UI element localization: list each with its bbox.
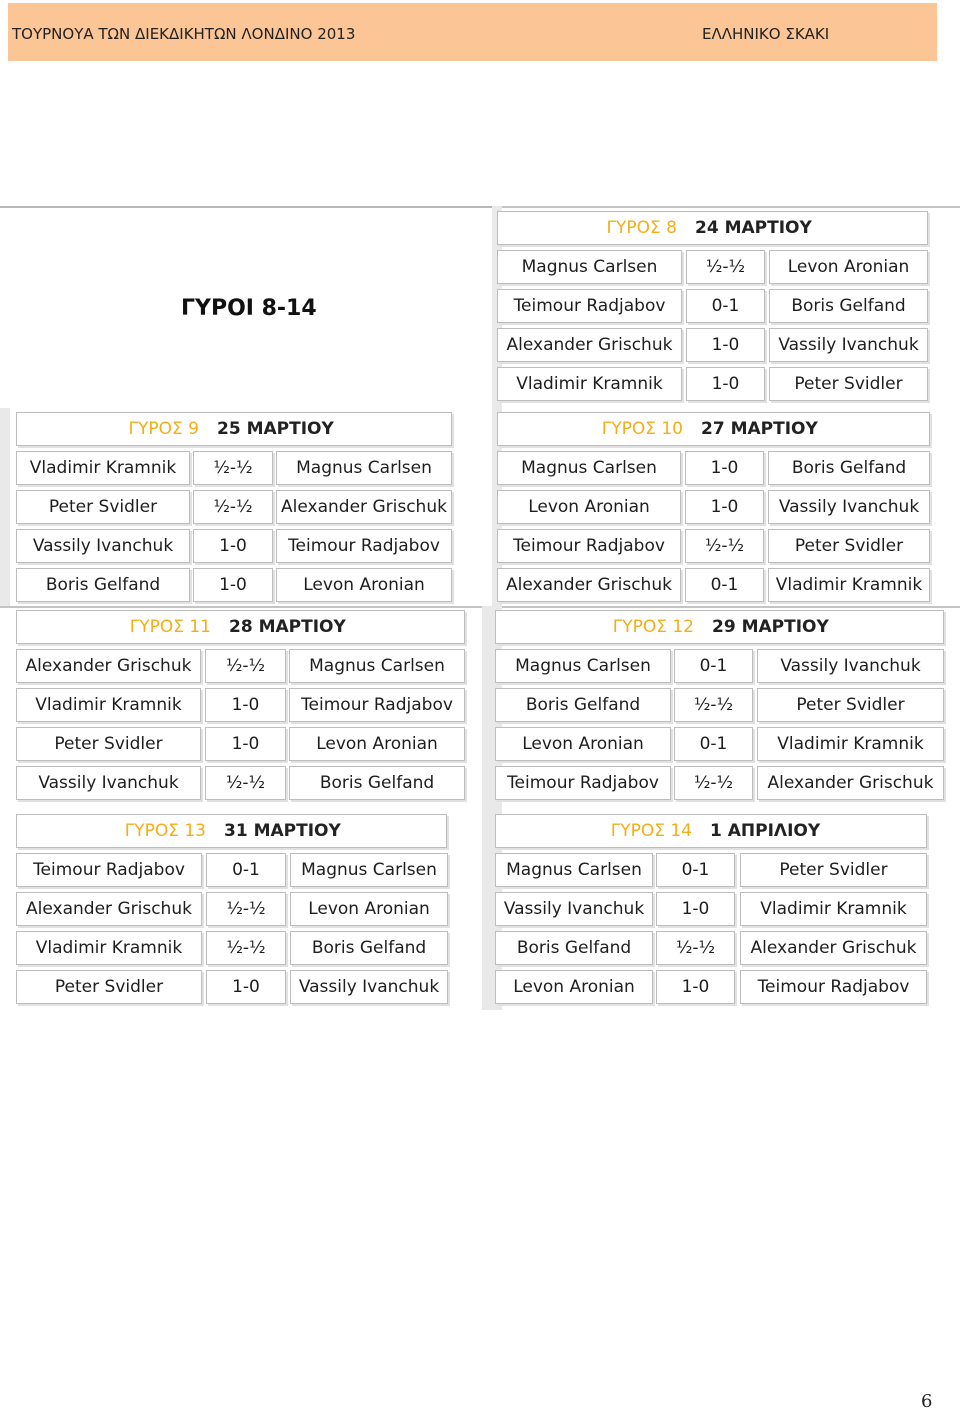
round-label: ΓΥΡΟΣ 8 (606, 218, 677, 238)
black-player: Levon Aronian (289, 727, 465, 761)
white-player: Vladimir Kramnik (497, 367, 682, 401)
black-player: Vassily Ivanchuk (769, 328, 928, 362)
game-result: ½-½ (656, 931, 735, 965)
black-player: Levon Aronian (276, 568, 452, 602)
black-player: Alexander Grischuk (276, 490, 452, 524)
game-result: 1-0 (685, 490, 764, 524)
round-label: ΓΥΡΟΣ 9 (128, 419, 199, 439)
white-player: Teimour Radjabov (16, 853, 202, 887)
black-player: Alexander Grischuk (740, 931, 927, 965)
game-result: 1-0 (686, 328, 765, 362)
white-player: Peter Svidler (16, 727, 201, 761)
black-player: Vladimir Kramnik (740, 892, 927, 926)
game-result: ½-½ (205, 766, 286, 800)
round-label: ΓΥΡΟΣ 10 (601, 419, 683, 439)
game-result: 1-0 (206, 970, 286, 1004)
white-player: Magnus Carlsen (495, 649, 671, 683)
white-player: Peter Svidler (16, 490, 190, 524)
game-result: ½-½ (674, 688, 753, 722)
round-header (16, 412, 452, 446)
black-player: Magnus Carlsen (276, 451, 452, 485)
game-result: 0-1 (685, 568, 764, 602)
round-header (495, 610, 944, 644)
game-result: 0-1 (686, 289, 765, 323)
game-result: 1-0 (205, 727, 286, 761)
black-player: Levon Aronian (769, 250, 928, 284)
round-header (16, 814, 447, 848)
black-player: Vladimir Kramnik (757, 727, 944, 761)
white-player: Teimour Radjabov (497, 529, 681, 563)
white-player: Levon Aronian (495, 727, 671, 761)
black-player: Peter Svidler (757, 688, 944, 722)
round-block-top-rule (492, 206, 960, 208)
round-date: 28 ΜΑΡΤΙΟΥ (229, 617, 346, 637)
white-player: Vladimir Kramnik (16, 451, 190, 485)
white-player: Boris Gelfand (495, 688, 671, 722)
white-player: Alexander Grischuk (16, 649, 201, 683)
game-result: 1-0 (193, 529, 273, 563)
white-player: Levon Aronian (495, 970, 653, 1004)
game-result: 1-0 (686, 367, 765, 401)
game-result: ½-½ (686, 250, 765, 284)
white-player: Vladimir Kramnik (16, 688, 201, 722)
round-date: 24 ΜΑΡΤΙΟΥ (695, 218, 812, 238)
round-header (16, 610, 465, 644)
white-player: Boris Gelfand (16, 568, 190, 602)
game-result: 0-1 (674, 727, 753, 761)
round-block-top-rule (0, 606, 492, 608)
game-result: 1-0 (193, 568, 273, 602)
white-player: Alexander Grischuk (497, 568, 681, 602)
page-header (8, 3, 937, 61)
game-result: ½-½ (193, 490, 273, 524)
white-player: Teimour Radjabov (495, 766, 671, 800)
black-player: Magnus Carlsen (290, 853, 448, 887)
round-label: ΓΥΡΟΣ 14 (610, 821, 692, 841)
round-label: ΓΥΡΟΣ 12 (612, 617, 694, 637)
page-number: 6 (921, 1391, 933, 1412)
round-header (497, 211, 928, 245)
round-date: 1 ΑΠΡΙΛΙΟΥ (710, 821, 821, 841)
game-result: 1-0 (656, 970, 735, 1004)
game-result: 1-0 (685, 451, 764, 485)
white-player: Magnus Carlsen (495, 853, 653, 887)
black-player: Teimour Radjabov (289, 688, 465, 722)
black-player: Vladimir Kramnik (768, 568, 930, 602)
black-player: Boris Gelfand (768, 451, 930, 485)
black-player: Levon Aronian (290, 892, 448, 926)
round-date: 27 ΜΑΡΤΙΟΥ (701, 419, 818, 439)
black-player: Peter Svidler (768, 529, 930, 563)
round-block-side-band (482, 606, 492, 810)
black-player: Boris Gelfand (289, 766, 465, 800)
game-result: 0-1 (656, 853, 735, 887)
black-player: Boris Gelfand (769, 289, 928, 323)
black-player: Peter Svidler (769, 367, 928, 401)
white-player: Peter Svidler (16, 970, 202, 1004)
page-title: ΓΥΡΟΙ 8-14 (181, 296, 317, 321)
black-player: Boris Gelfand (290, 931, 448, 965)
game-result: ½-½ (205, 649, 286, 683)
round-date: 25 ΜΑΡΤΙΟΥ (217, 419, 334, 439)
black-player: Magnus Carlsen (289, 649, 465, 683)
game-result: ½-½ (206, 931, 286, 965)
white-player: Vassily Ivanchuk (16, 766, 201, 800)
round-date: 31 ΜΑΡΤΙΟΥ (224, 821, 341, 841)
white-player: Alexander Grischuk (16, 892, 202, 926)
black-player: Vassily Ivanchuk (290, 970, 448, 1004)
white-player: Magnus Carlsen (497, 451, 681, 485)
black-player: Teimour Radjabov (276, 529, 452, 563)
round-block-side-band (482, 810, 492, 1010)
black-player: Peter Svidler (740, 853, 927, 887)
white-player: Vassily Ivanchuk (495, 892, 653, 926)
game-result: ½-½ (193, 451, 273, 485)
black-player: Alexander Grischuk (757, 766, 944, 800)
round-date: 29 ΜΑΡΤΙΟΥ (712, 617, 829, 637)
header-tournament-title: ΤΟΥΡΝΟΥΑ ΤΩΝ ΔΙΕΚΔΙΚΗΤΩΝ ΛΟΝΔΙΝΟ 2013 (12, 25, 356, 43)
game-result: 0-1 (674, 649, 753, 683)
round-block-side-band (0, 408, 10, 606)
game-result: 0-1 (206, 853, 286, 887)
game-result: 1-0 (656, 892, 735, 926)
game-result: 1-0 (205, 688, 286, 722)
white-player: Vladimir Kramnik (16, 931, 202, 965)
white-player: Magnus Carlsen (497, 250, 682, 284)
header-publication-name: ΕΛΛΗΝΙΚΟ ΣΚΑΚΙ (702, 25, 830, 43)
black-player: Vassily Ivanchuk (757, 649, 944, 683)
white-player: Alexander Grischuk (497, 328, 682, 362)
white-player: Boris Gelfand (495, 931, 653, 965)
round-header (497, 412, 930, 446)
white-player: Teimour Radjabov (497, 289, 682, 323)
round-label: ΓΥΡΟΣ 13 (124, 821, 206, 841)
round-block-top-rule (492, 606, 960, 608)
round-header (495, 814, 927, 848)
title-divider (0, 206, 492, 208)
white-player: Vassily Ivanchuk (16, 529, 190, 563)
white-player: Levon Aronian (497, 490, 681, 524)
black-player: Teimour Radjabov (740, 970, 927, 1004)
game-result: ½-½ (206, 892, 286, 926)
black-player: Vassily Ivanchuk (768, 490, 930, 524)
game-result: ½-½ (685, 529, 764, 563)
round-label: ΓΥΡΟΣ 11 (129, 617, 211, 637)
game-result: ½-½ (674, 766, 753, 800)
